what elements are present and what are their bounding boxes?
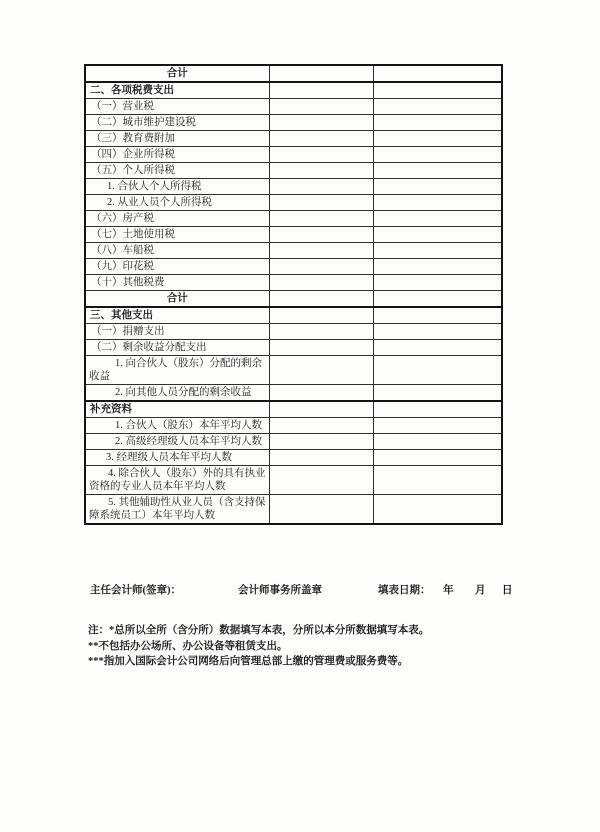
value-cell: [373, 82, 502, 99]
value-cell: [373, 65, 502, 82]
row-label: 5. 其他辅助性从业人员（含支持保障系统员工）本年平均人数: [85, 495, 269, 525]
value-cell: [373, 450, 502, 466]
table-row: [85, 259, 502, 275]
fill-date-label: 填表日期：: [378, 585, 431, 596]
row-label: 1. 向合伙人（股东）分配的剩余收益: [85, 356, 269, 385]
row-label: （二）剩余收益分配支出: [85, 340, 269, 356]
value-cell: [373, 340, 502, 356]
value-cell: [269, 211, 373, 227]
row-label: （一）捐赠支出: [85, 324, 269, 340]
table-row: [85, 147, 502, 163]
value-cell: [269, 115, 373, 131]
value-cell: [269, 466, 373, 495]
row-label: （六）房产税: [85, 211, 269, 227]
value-cell: [373, 385, 502, 402]
table-row: [85, 418, 502, 434]
row-label: 2. 高级经理级人员本年平均人数: [85, 434, 269, 450]
value-cell: [373, 227, 502, 243]
row-label: 二、各项税费支出: [85, 82, 269, 99]
value-cell: [373, 495, 502, 525]
value-cell: [269, 434, 373, 450]
value-cell: [269, 82, 373, 99]
row-label: 2. 从业人员个人所得税: [85, 195, 269, 211]
table-row: [85, 495, 502, 525]
value-cell: [269, 356, 373, 385]
table-row: [85, 179, 502, 195]
row-label: （八）车船税: [85, 243, 269, 259]
value-cell: [373, 401, 502, 418]
table-row: [85, 227, 502, 243]
value-cell: [269, 163, 373, 179]
row-label: 4. 除合伙人（股东）外的具有执业资格的专业人员本年平均人数: [85, 466, 269, 495]
value-cell: [373, 131, 502, 147]
row-label: 3. 经理级人员本年平均人数: [85, 450, 269, 466]
value-cell: [269, 307, 373, 324]
value-cell: [269, 195, 373, 211]
table-row: [85, 195, 502, 211]
table-row: [85, 131, 502, 147]
table-row: [85, 307, 502, 324]
table-row: [85, 115, 502, 131]
chief-accountant-signature-label: 主任会计师(签章)：: [90, 585, 181, 596]
table-row: [85, 163, 502, 179]
row-label: （十）其他税费: [85, 275, 269, 291]
table-row: [85, 401, 502, 418]
row-label: （二）城市维护建设税: [85, 115, 269, 131]
value-cell: [373, 195, 502, 211]
table-row: [85, 211, 502, 227]
value-cell: [373, 163, 502, 179]
value-cell: [373, 434, 502, 450]
value-cell: [373, 356, 502, 385]
value-cell: [373, 115, 502, 131]
table-row: [85, 291, 502, 308]
value-cell: [269, 340, 373, 356]
row-label: 2. 向其他人员分配的剩余收益: [85, 385, 269, 402]
row-label: （九）印花税: [85, 259, 269, 275]
value-cell: [269, 495, 373, 525]
month-label: 月: [475, 585, 486, 596]
value-cell: [269, 275, 373, 291]
year-label: 年: [443, 585, 454, 596]
expense-table: [84, 64, 503, 525]
value-cell: [373, 275, 502, 291]
table-row: [85, 275, 502, 291]
table-row: [85, 385, 502, 402]
row-label: 1. 合伙人个人所得税: [85, 179, 269, 195]
row-label: 三、其他支出: [85, 307, 269, 324]
row-label: 1. 合伙人（股东）本年平均人数: [85, 418, 269, 434]
value-cell: [269, 401, 373, 418]
value-cell: [373, 307, 502, 324]
value-cell: [269, 147, 373, 163]
value-cell: [269, 227, 373, 243]
note-line-2: **不包括办公场所、办公设备等租赁支出。: [88, 640, 288, 652]
table-row: [85, 82, 502, 99]
row-label: （七）土地使用税: [85, 227, 269, 243]
value-cell: [373, 324, 502, 340]
value-cell: [269, 324, 373, 340]
value-cell: [269, 65, 373, 82]
table-row: [85, 434, 502, 450]
value-cell: [373, 466, 502, 495]
value-cell: [373, 211, 502, 227]
table-row: [85, 243, 502, 259]
table-row: [85, 324, 502, 340]
value-cell: [373, 259, 502, 275]
value-cell: [269, 131, 373, 147]
note-line-1: 注：*总所以全所（含分所）数据填写本表，分所以本分所数据填写本表。: [88, 625, 430, 636]
value-cell: [373, 147, 502, 163]
row-label: 补充资料: [85, 401, 269, 418]
row-label: （五）个人所得税: [85, 163, 269, 179]
row-label: 合计: [85, 291, 269, 308]
day-label: 日: [502, 585, 513, 596]
row-label: （四）企业所得税: [85, 147, 269, 163]
value-cell: [269, 99, 373, 115]
value-cell: [269, 259, 373, 275]
value-cell: [269, 450, 373, 466]
table-row: [85, 466, 502, 495]
value-cell: [373, 243, 502, 259]
value-cell: [373, 179, 502, 195]
value-cell: [269, 179, 373, 195]
value-cell: [373, 99, 502, 115]
value-cell: [269, 243, 373, 259]
value-cell: [269, 385, 373, 402]
table-row: [85, 340, 502, 356]
value-cell: [269, 418, 373, 434]
value-cell: [373, 291, 502, 308]
value-cell: [373, 418, 502, 434]
firm-seal-label: 会计师事务所盖章: [238, 585, 322, 596]
row-label: （一）营业税: [85, 99, 269, 115]
expense-table-body: [85, 65, 502, 524]
row-label: （三）教育费附加: [85, 131, 269, 147]
note-line-3: ***指加入国际会计公司网络后向管理总部上缴的管理费或服务费等。: [88, 656, 409, 667]
row-label: 合计: [85, 65, 269, 82]
table-row: [85, 65, 502, 82]
table-row: [85, 450, 502, 466]
table-row: [85, 99, 502, 115]
value-cell: [269, 291, 373, 308]
footnotes: [88, 623, 548, 670]
table-row: [85, 356, 502, 385]
